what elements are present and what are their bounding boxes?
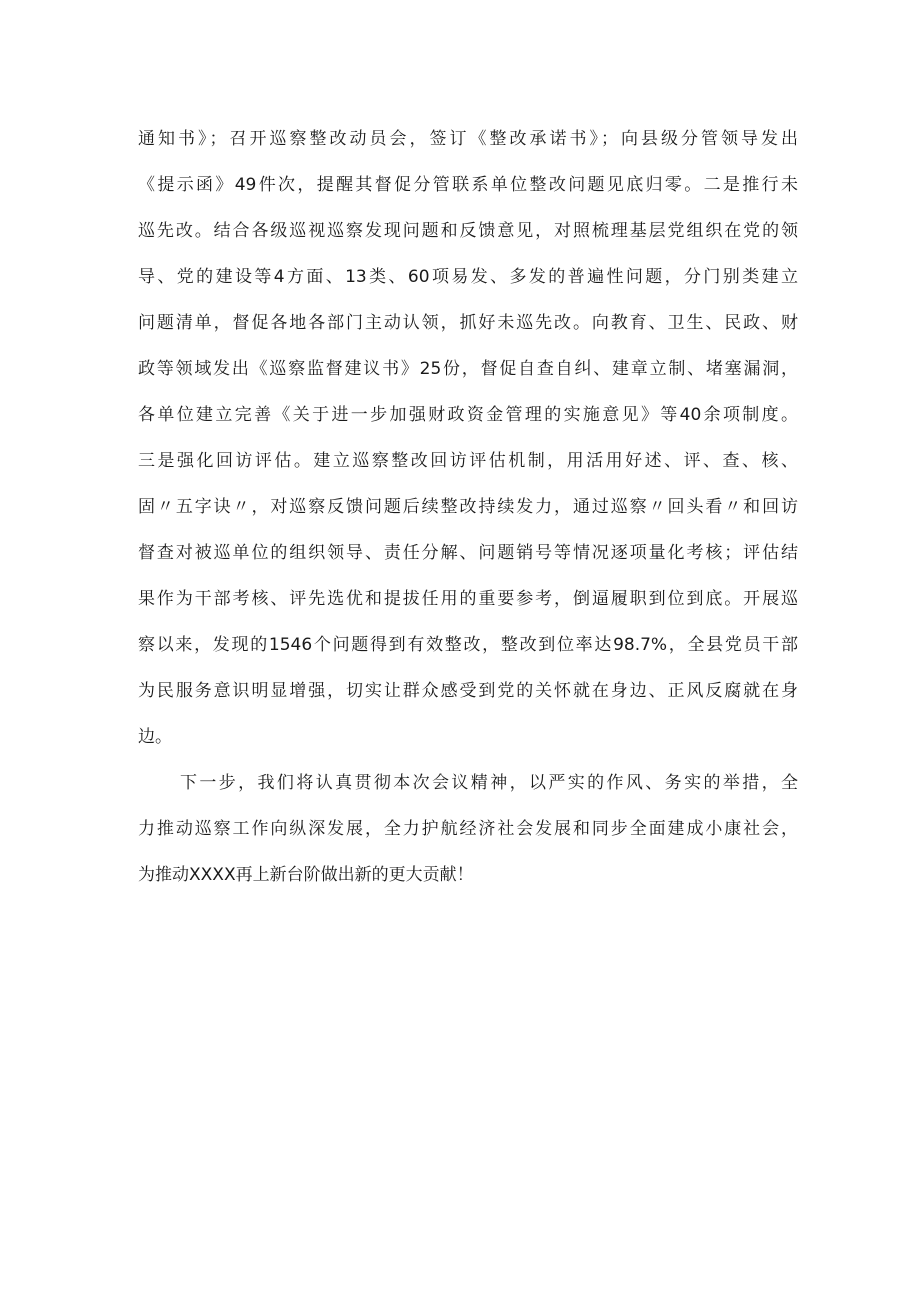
text-line: 问题清单，督促各地各部门主动认领，抓好未巡先改。向教育、卫生、民政、财 (138, 313, 798, 333)
paragraph-2 (138, 765, 798, 903)
text-line: 督查对被巡单位的组织领导、责任分解、问题销号等情况逐项量化考核；评估结 (138, 543, 798, 563)
text-line: 导、党的建设等4方面、13类、60项易发、多发的普遍性问题，分门别类建立 (138, 267, 798, 287)
text-line: 果作为干部考核、评先选优和提拔任用的重要参考，倒逼履职到位到底。开展巡 (138, 589, 798, 609)
text-line: 力推动巡察工作向纵深发展，全力护航经济社会发展和同步全面建成小康社会， (138, 819, 798, 839)
paragraph-1 (138, 121, 798, 765)
text-line: 巡先改。结合各级巡视巡察发现问题和反馈意见，对照梳理基层党组织在党的领 (138, 221, 798, 241)
text-line: 察以来，发现的1546个问题得到有效整改，整改到位率达98.7%，全县党员干部 (138, 635, 798, 655)
text-line: 固〃五字诀〃，对巡察反馈问题后续整改持续发力，通过巡察〃回头看〃和回访 (138, 497, 798, 517)
text-line: 为推动XXXX再上新台阶做出新的更大贡献！ (138, 865, 474, 885)
text-line: 边。 (138, 727, 172, 747)
text-line: 通知书》；召开巡察整改动员会，签订《整改承诺书》；向县级分管领导发出 (138, 129, 798, 149)
text-line: 为民服务意识明显增强，切实让群众感受到党的关怀就在身边、正风反腐就在身 (138, 681, 798, 701)
document-body (138, 121, 798, 903)
text-line: 下一步，我们将认真贯彻本次会议精神，以严实的作风、务实的举措，全 (180, 773, 798, 793)
text-line: 《提示函》49件次，提醒其督促分管联系单位整改问题见底归零。二是推行未 (138, 175, 798, 195)
text-line: 政等领域发出《巡察监督建议书》25份，督促自查自纠、建章立制、堵塞漏洞， (138, 359, 798, 379)
text-line: 三是强化回访评估。建立巡察整改回访评估机制，用活用好述、评、查、核、 (138, 451, 798, 471)
text-line: 各单位建立完善《关于进一步加强财政资金管理的实施意见》等40余项制度。 (138, 405, 798, 425)
